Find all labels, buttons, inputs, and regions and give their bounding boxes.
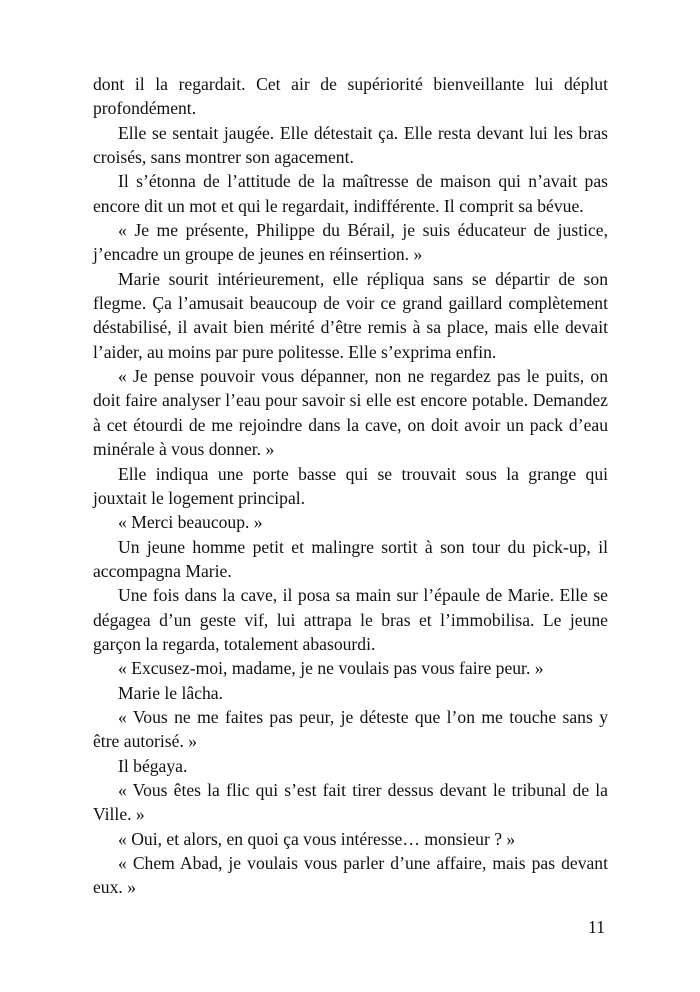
paragraph: « Excusez-moi, madame, je ne voulais pas vous faire peur. » <box>118 658 544 679</box>
paragraph: Il bégaya. <box>118 755 188 776</box>
paragraph: Un jeune homme petit et malingre sortit à son tour du pick-up, il accompagna Marie. <box>93 536 608 581</box>
paragraph: dont il la regardait. Cet air de supériorité bienveillante lui déplut profondément. <box>93 74 608 119</box>
paragraph: « Oui, et alors, en quoi ça vous intéresse… monsieur ? » <box>118 828 516 849</box>
paragraph: Marie le lâcha. <box>118 682 224 703</box>
paragraph: Une fois dans la cave, il posa sa main sur l’épaule de Marie. Elle se dégagea d’un geste vif, lui attrapa le bras et l’immobilisa. Le jeune garçon la regarda, totalement abasourdi. <box>93 585 608 654</box>
paragraph: « Merci beaucoup. » <box>118 512 263 533</box>
paragraph: « Je pense pouvoir vous dépanner, non ne regardez pas le puits, on doit faire analyser l’eau pour savoir si elle est encore potable. Demandez à cet étourdi de me rejoindre dans la cave, on doit avoir un pack d’eau minérale à vous donner. » <box>93 366 608 460</box>
paragraph: « Je me présente, Philippe du Bérail, je suis éducateur de justice, j’encadre un groupe de jeunes en réinsertion. » <box>93 220 608 265</box>
paragraph: « Vous êtes la flic qui s’est fait tirer dessus devant le tribunal de la Ville. » <box>93 779 608 825</box>
paragraph: Elle indiqua une porte basse qui se trouvait sous la grange qui jouxtait le logement principal. <box>93 463 608 508</box>
paragraph: Marie sourit intérieurement, elle répliqua sans se départir de son flegme. Ça l’amusait beaucoup de voir ce grand gaillard complètement déstabilisé, il avait bien mérité d’être remis à sa place, mais elle devait l’aider, au moins par pure politesse. Elle s’exprima enfin. <box>93 268 608 362</box>
page-body <box>93 72 608 900</box>
paragraph: « Vous ne me faites pas peur, je déteste que l’on me touche sans y être autorisé. » <box>93 706 608 752</box>
paragraph: « Chem Abad, je voulais vous parler d’une affaire, mais pas devant eux. » <box>93 853 608 898</box>
page-number: 11 <box>588 917 605 937</box>
paragraph: Elle se sentait jaugée. Elle détestait ça. Elle resta devant lui les bras croisés, sans montrer son agacement. <box>93 122 608 168</box>
paragraph: Il s’étonna de l’attitude de la maîtresse de maison qui n’avait pas encore dit un mot et qui le regardait, indifférente. Il comprit sa bévue. <box>93 171 608 216</box>
